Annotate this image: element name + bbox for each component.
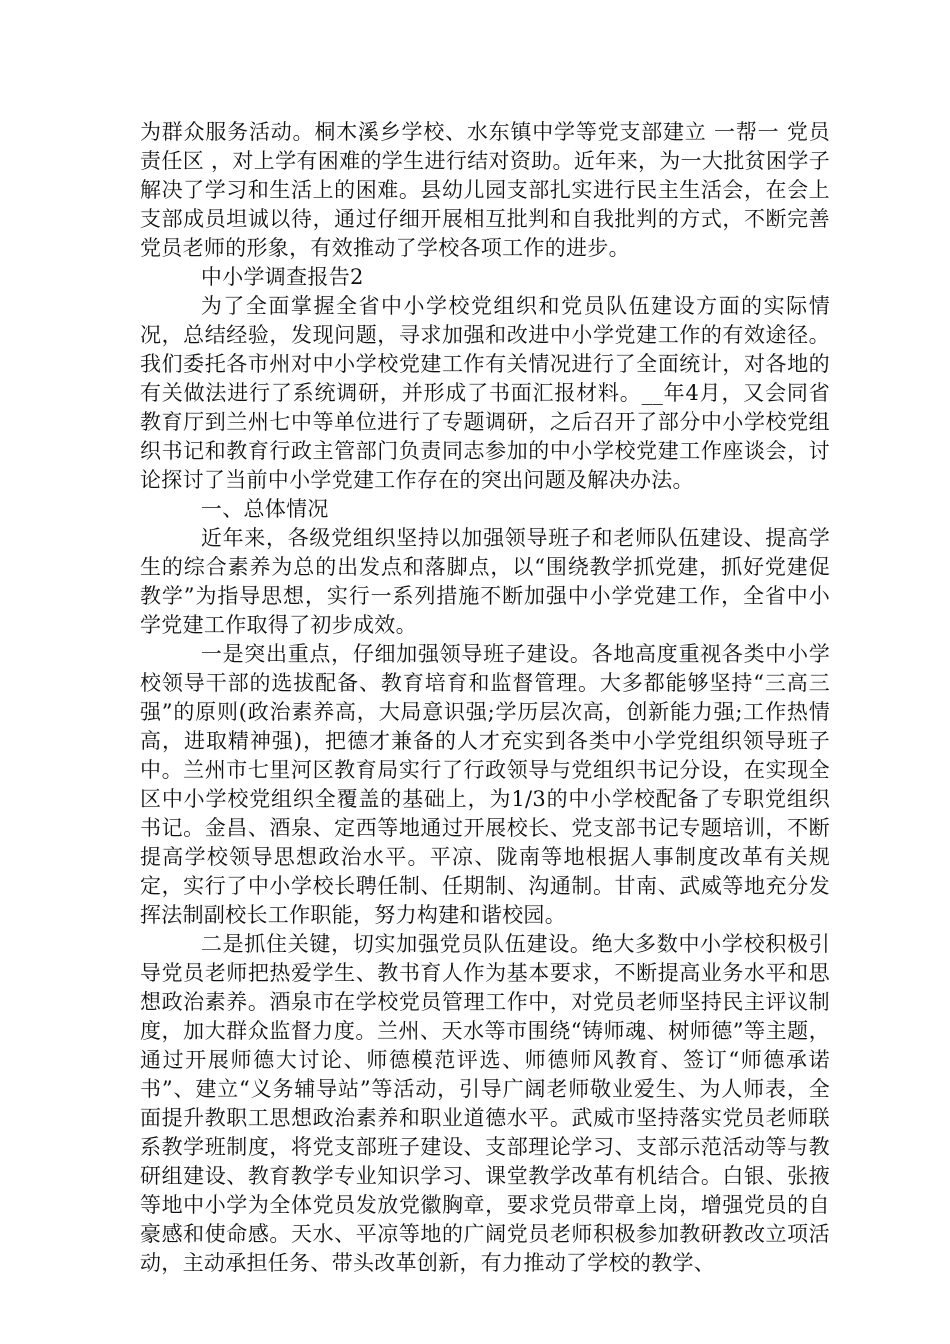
paragraph-overview: 近年来，各级党组织坚持以加强领导班子和老师队伍建设、提高学生的综合素养为总的出发点和落脚点，以“围绕教学抓党建，抓好党建促教学”为指导思想，实行一系列措施不断加强中小学党建工作，全省中小学党建工作取得了初步成效。 bbox=[140, 526, 830, 637]
paragraph-point-two: 二是抓住关键，切实加强党员队伍建设。绝大多数中小学校积极引导党员老师把热爱学生、教书育人作为基本要求，不断提高业务水平和思想政治素养。酒泉市在学校党员管理工作中，对党员老师坚持民主评议制度，加大群众监督力度。兰州、天水等市围绕“铸师魂、树师德”等主题，通过开展师德大讨论、师德模范评选、师德师风教育、签订“师德承诺书”、建立“义务辅导站”等活动，引导广阔老师敬业爱生、为人师表，全面提升教职工思想政治素养和职业道德水平。武威市坚持落实党员老师联系教学班制度，将党支部班子建设、支部理论学习、支部示范活动等与教研组建设、教育教学专业知识学习、课堂教学改革有机结合。白银、张掖等地中小学为全体党员发放党徽胸章，要求党员带章上岗，增强党员的自豪感和使命感。天水、平凉等地的广阔党员老师积极参加教研教改立项活动，主动承担任务、带头改革创新，有力推动了学校的教学、 bbox=[140, 932, 830, 1275]
section-title-report-2: 中小学调查报告2 bbox=[200, 265, 364, 289]
paragraph-continued: 为群众服务活动。桐木溪乡学校、水东镇中学等党支部建立 一帮一 党员责任区 ，对上学有困难的学生进行结对资助。近年来，为一大批贫困学子解决了学习和生活上的困难。县幼儿园支部扎实进行民主生活会，在会上支部成员坦诚以待，通过仔细开展相互批判和自我批判的方式，不断完善党员老师的形象，有效推动了学校各项工作的进步。 bbox=[140, 120, 830, 260]
document-body bbox=[140, 118, 830, 1278]
paragraph-intro: 为了全面掌握全省中小学校党组织和党员队伍建设方面的实际情况，总结经验，发现问题，寻求加强和改进中小学党建工作的有效途径。我们委托各市州对中小学校党建工作有关情况进行了全面统计，对各地的有关做法进行了系统调研，并形成了书面汇报材料。__年4月，又会同省教育厅到兰州七中等单位进行了专题调研，之后召开了部分中小学校党组织书记和教育行政主管部门负责同志参加的中小学校党建工作座谈会，讨论探讨了当前中小学党建工作存在的突出问题及解决办法。 bbox=[140, 294, 830, 492]
section-heading-overview: 一、总体情况 bbox=[200, 497, 329, 521]
paragraph-point-one: 一是突出重点，仔细加强领导班子建设。各地高度重视各类中小学校领导干部的选拔配备、教育培育和监督管理。大多都能够坚持“三高三强”的原则(政治素养高，大局意识强;学历层次高，创新能力强;工作热情高，进取精神强)，把德才兼备的人才充实到各类中小学党组织领导班子中。兰州市七里河区教育局实行了行政领导与党组织书记分设，在实现全区中小学校党组织全覆盖的基础上，为1/3的中小学校配备了专职党组织书记。金昌、酒泉、定西等地通过开展校长、党支部书记专题培训，不断提高学校领导思想政治水平。平凉、陇南等地根据人事制度改革有关规定，实行了中小学校长聘任制、任期制、沟通制。甘南、武威等地充分发挥法制副校长工作职能，努力构建和谐校园。 bbox=[140, 642, 830, 927]
